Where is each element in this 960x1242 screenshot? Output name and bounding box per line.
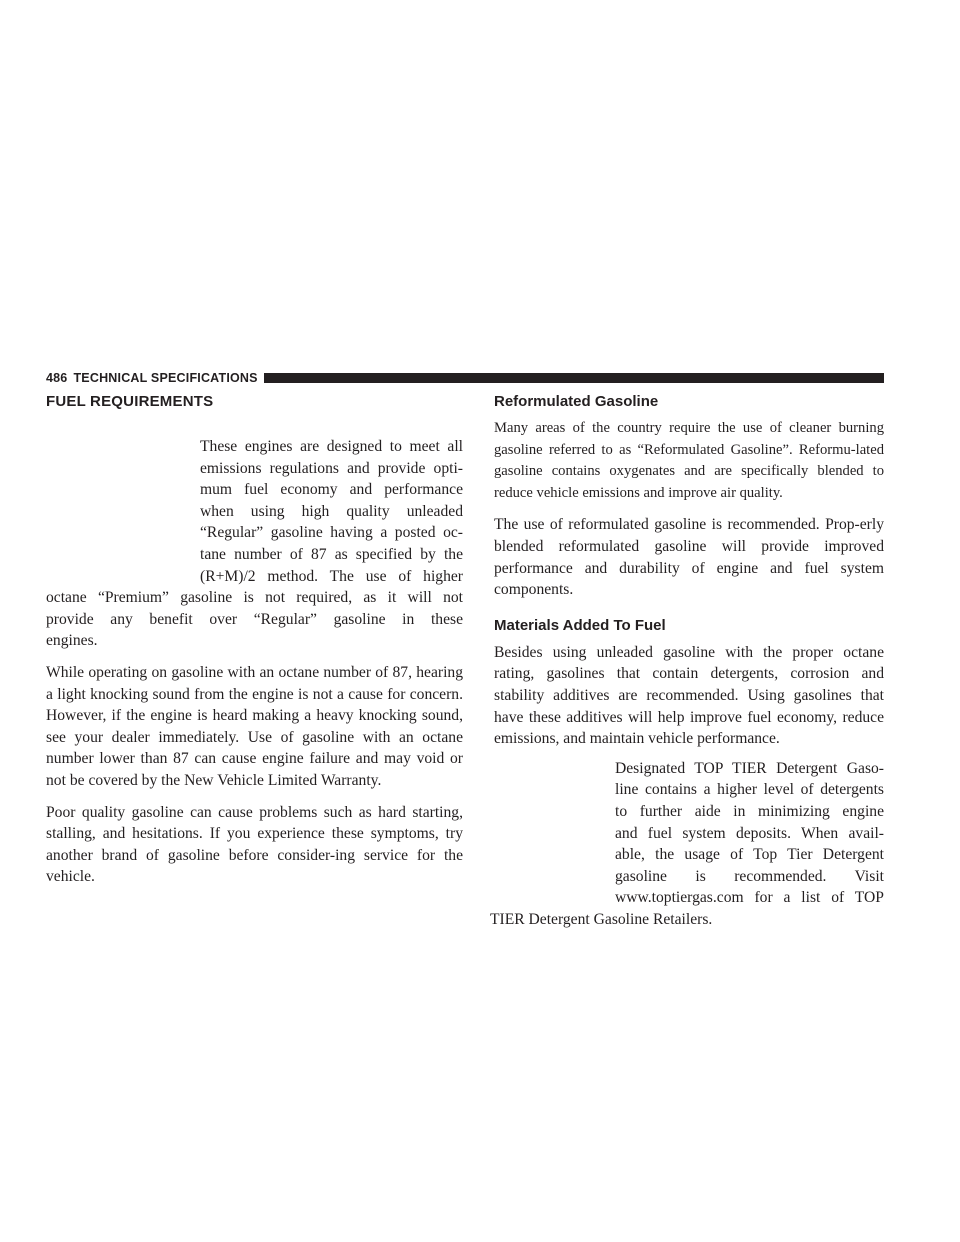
intro-line: “Regular” gasoline having a posted oc- <box>200 524 463 542</box>
top-tier-line: gasoline is recommended. Visit <box>615 867 884 885</box>
right-column <box>490 393 884 930</box>
top-tier-line: line contains a higher level of detergents <box>615 781 884 799</box>
page-number: 486 <box>46 371 68 385</box>
top-tier-inset-block <box>615 758 884 909</box>
top-tier-line: able, the usage of Top Tier Detergent <box>615 846 884 864</box>
reformulated-paragraph-2: The use of reformulated gasoline is recommended. Prop-erly blended reformulated gasoline will provide improved performance and durability of engine and fuel system components. <box>494 516 884 599</box>
intro-line: provide any benefit over “Regular” gasoline in these <box>46 610 463 628</box>
reformulated-paragraph-1: Many areas of the country require the use of cleaner burning gasoline referred to as “Reformulated Gasoline”. Reformu-lated gasoline contains oxygenates and are specifically blended to reduce vehicle emissions and improve air quality. <box>494 420 884 501</box>
top-tier-line: www.toptiergas.com for a list of TOP <box>615 889 884 907</box>
intro-line: engines. <box>46 632 98 650</box>
intro-line: (R+M)/2 method. The use of higher <box>200 567 463 585</box>
running-header <box>46 370 884 386</box>
top-tier-line: TIER Detergent Gasoline Retailers. <box>490 910 713 928</box>
intro-line: octane “Premium” gasoline is not required, as it will not <box>46 589 463 607</box>
header-rule <box>264 373 884 383</box>
intro-line: emissions regulations and provide opti- <box>200 459 463 477</box>
intro-inset-block <box>200 436 463 587</box>
fuel-requirements-heading: FUEL REQUIREMENTS <box>46 393 214 410</box>
top-tier-line: Designated TOP TIER Detergent Gaso- <box>615 759 884 777</box>
intro-line: These engines are designed to meet all <box>200 438 463 455</box>
left-column <box>46 393 463 888</box>
additives-paragraph: Besides using unleaded gasoline with the proper octane rating, gasolines that contain detergents, corrosion and stability additives are recommended. Using gasolines that have these additives will help improve fuel economy, reduce emissions, and maintain vehicle performance. <box>494 643 884 748</box>
top-tier-line: to further aide in minimizing engine <box>615 802 884 820</box>
poor-quality-paragraph: Poor quality gasoline can cause problems such as hard starting, stalling, and hesitations. If you experience these symptoms, try another brand of gasoline before consider-ing service for the vehicle. <box>46 803 463 886</box>
section-title: TECHNICAL SPECIFICATIONS <box>73 371 258 385</box>
octane-knock-paragraph: While operating on gasoline with an octane number of 87, hearing a light knocking sound from the engine is not a cause for concern. However, if the engine is heard making a heavy knocking sound, see your dealer immediately. Use of gasoline with an octane number lower than 87 can cause engine failure and may void or not be covered by the New Vehicle Limited Warranty. <box>46 663 463 789</box>
materials-added-heading: Materials Added To Fuel <box>494 616 666 634</box>
reformulated-gasoline-heading: Reformulated Gasoline <box>494 393 659 410</box>
top-tier-line: and fuel system deposits. When avail- <box>615 824 884 842</box>
intro-line: mum fuel economy and performance <box>200 481 463 499</box>
intro-line: when using high quality unleaded <box>200 502 463 520</box>
intro-line: tane number of 87 as specified by the <box>200 545 463 563</box>
